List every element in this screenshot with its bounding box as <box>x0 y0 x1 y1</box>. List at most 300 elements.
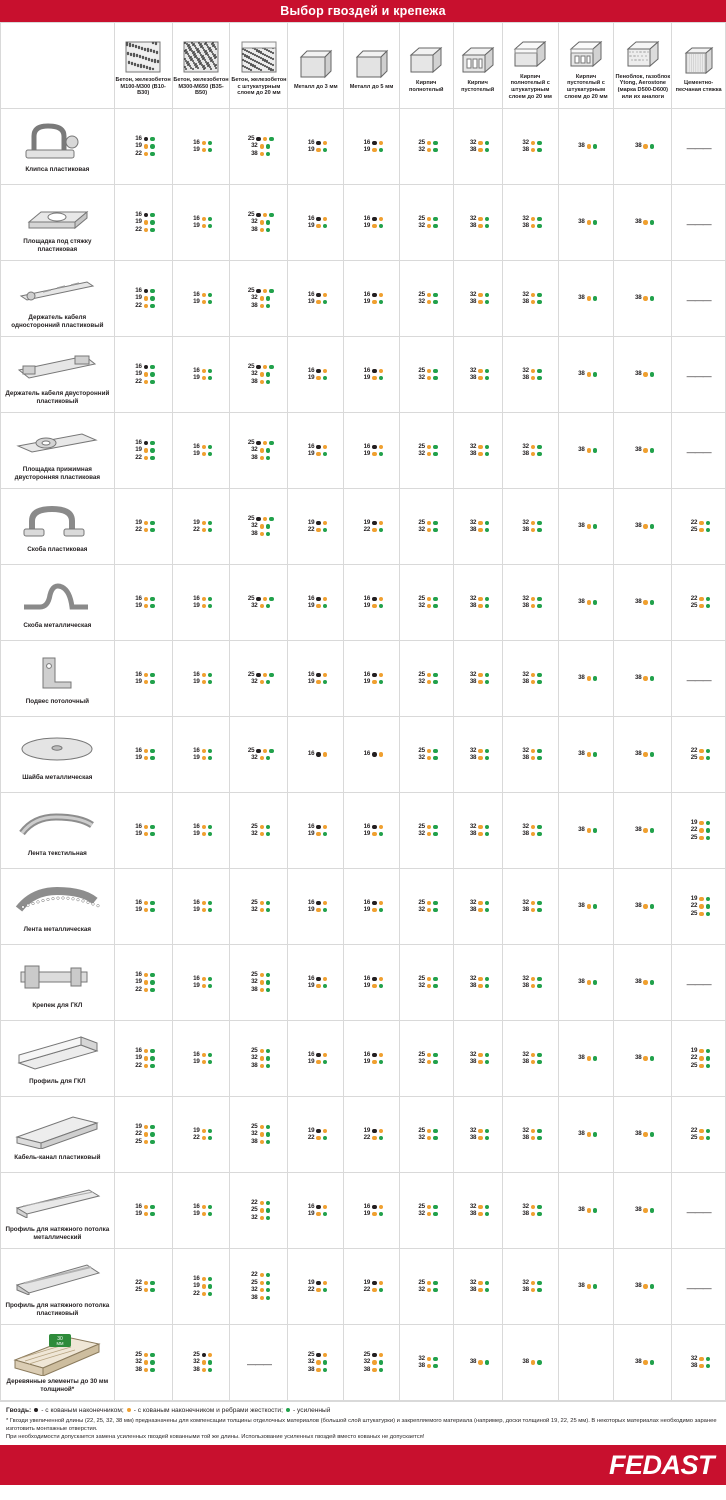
nail-type-dot-reinforced <box>650 1132 654 1136</box>
spec-cell <box>614 1097 672 1173</box>
nail-size-label: 19 <box>363 450 371 458</box>
nail-size-label: 19 <box>307 1278 315 1286</box>
nail-size-row <box>230 1048 287 1054</box>
nail-size-label: 16 <box>135 438 142 446</box>
nail-type-dot-reinforced <box>269 673 273 677</box>
nail-size-label: 25 <box>251 1278 258 1286</box>
nail-type-dot-ribbed <box>260 1132 264 1136</box>
nail-size-label: 25 <box>251 1206 258 1214</box>
nail-size-label: 38 <box>469 1210 477 1218</box>
nail-type-dot-reinforced <box>485 1281 489 1285</box>
nail-type-dot-ribbed <box>531 673 535 677</box>
nail-type-dot-reinforced <box>433 1281 437 1285</box>
nail-size-row <box>400 375 453 381</box>
nail-size-label: 32 <box>307 1358 315 1366</box>
nail-size-row <box>614 371 671 377</box>
nail-size-row <box>173 451 230 457</box>
nail-size-label: 38 <box>469 222 477 230</box>
brick-solid-icon <box>400 37 453 77</box>
nail-type-dot-forged <box>256 673 260 677</box>
nail-type-dot-ribbed <box>699 521 703 525</box>
product-label: Площадка под стяжку пластиковая <box>23 237 92 253</box>
nail-size-row <box>503 451 558 457</box>
nail-type-dot-reinforced <box>208 445 212 449</box>
nail-type-dot-ribbed <box>478 825 482 829</box>
nail-type-dot-reinforced <box>266 228 270 232</box>
nail-type-dot-forged <box>316 825 320 829</box>
nail-type-dot-ribbed <box>699 912 703 916</box>
table-row <box>1 261 726 337</box>
nail-type-dot-ribbed <box>478 293 482 297</box>
nail-type-dot-reinforced <box>379 528 383 532</box>
nail-type-dot-ribbed <box>144 1132 148 1136</box>
nail-type-dot-ribbed <box>316 1060 320 1064</box>
nail-type-dot-reinforced <box>485 1129 489 1133</box>
nail-type-dot-ribbed <box>202 1136 206 1140</box>
spec-cell <box>453 869 502 945</box>
nail-size-label: 16 <box>135 898 142 906</box>
spec-cell <box>230 489 288 565</box>
nail-size-label: 19 <box>307 450 315 458</box>
nail-type-dot-reinforced <box>650 752 654 756</box>
nail-size-label: 16 <box>307 670 315 678</box>
nail-type-dot-reinforced <box>433 984 437 988</box>
spec-cell <box>172 1097 230 1173</box>
nail-size-label: 25 <box>135 1350 142 1358</box>
spec-cell <box>399 1097 453 1173</box>
nail-size-row <box>672 911 725 917</box>
table-row <box>1 1097 726 1173</box>
nail-type-dot-forged <box>316 521 320 525</box>
nail-type-dot-ribbed <box>260 1216 264 1220</box>
nail-type-dot-ribbed <box>202 148 206 152</box>
nail-type-dot-ribbed <box>323 1129 327 1133</box>
table-row <box>1 413 726 489</box>
brick-hollow-icon <box>454 37 502 77</box>
nail-size-label: 16 <box>363 214 371 222</box>
nail-type-dot-reinforced <box>208 148 212 152</box>
nail-size-label: 38 <box>634 902 642 910</box>
column-header-brick-hollow-plaster <box>558 23 614 109</box>
nail-size-label: 25 <box>418 1126 425 1134</box>
spec-cell <box>114 945 172 1021</box>
spec-cell <box>344 337 400 413</box>
table-row <box>1 489 726 565</box>
nail-type-dot-ribbed <box>427 825 431 829</box>
nail-size-label: 19 <box>193 678 200 686</box>
nail-size-label: 32 <box>418 830 425 838</box>
nail-size-row <box>288 672 343 678</box>
spec-cell <box>114 1173 172 1249</box>
nail-type-dot-reinforced <box>323 984 327 988</box>
nail-size-row <box>454 216 502 222</box>
nail-type-dot-reinforced <box>650 296 654 300</box>
spec-cell <box>344 1249 400 1325</box>
spec-cell <box>453 1249 502 1325</box>
nail-size-label: 32 <box>469 1050 477 1058</box>
nail-size-row <box>230 531 287 537</box>
nail-type-dot-ribbed <box>202 1292 206 1296</box>
nail-type-dot-reinforced <box>433 1060 437 1064</box>
nail-size-label: 38 <box>634 1282 642 1290</box>
spec-cell <box>172 413 230 489</box>
nail-type-dot-reinforced <box>485 977 489 981</box>
nail-size-label: 22 <box>307 526 315 534</box>
nail-type-dot-reinforced <box>269 137 273 141</box>
product-cell <box>1 261 115 337</box>
nail-size-label: 38 <box>634 750 642 758</box>
product-label: Скоба пластиковая <box>27 545 88 553</box>
nail-size-row <box>400 527 453 533</box>
spec-cell <box>288 1173 344 1249</box>
spec-cell <box>502 109 558 185</box>
nail-type-dot-forged <box>256 289 260 293</box>
spec-cell <box>453 945 502 1021</box>
nail-size-label: 25 <box>418 138 425 146</box>
spec-cell <box>614 1173 672 1249</box>
nail-type-dot-ribbed <box>379 217 383 221</box>
nail-type-dot-ribbed <box>427 445 431 449</box>
nail-type-dot-ribbed <box>478 300 482 304</box>
nail-size-row <box>454 451 502 457</box>
washer-metal-icon <box>4 726 111 772</box>
nail-size-row <box>173 603 230 609</box>
nail-type-dot-ribbed <box>323 1281 327 1285</box>
nail-size-label: 16 <box>135 134 142 142</box>
nail-type-dot-ribbed <box>202 300 206 304</box>
nail-size-row <box>288 223 343 229</box>
spec-cell <box>614 793 672 869</box>
nail-size-label: 32 <box>251 522 258 530</box>
nail-size-label: 38 <box>522 1210 529 1218</box>
nail-size-label: 38 <box>522 222 529 230</box>
nail-size-row <box>503 292 558 298</box>
product-label: Лента металлическая <box>23 925 92 933</box>
screed-icon <box>672 37 725 77</box>
nail-size-row <box>559 447 614 453</box>
nail-type-dot-ribbed <box>531 1360 535 1364</box>
nail-size-row <box>230 672 287 678</box>
nail-size-row <box>230 755 287 761</box>
nail-type-dot-ribbed <box>478 521 482 525</box>
nail-type-dot-ribbed <box>316 376 320 380</box>
nail-type-dot-reinforced <box>433 528 437 532</box>
nail-type-dot-reinforced <box>323 908 327 912</box>
spec-cell <box>558 337 614 413</box>
nail-type-dot-reinforced <box>485 673 489 677</box>
nail-type-dot-reinforced <box>706 1049 710 1053</box>
product-cell <box>1 1021 115 1097</box>
nail-size-row <box>115 831 172 837</box>
spec-cell <box>172 185 230 261</box>
nail-type-dot-reinforced <box>537 376 541 380</box>
nail-size-label: 38 <box>522 450 529 458</box>
nail-size-row <box>400 748 453 754</box>
nail-size-row <box>672 903 725 909</box>
spec-cell <box>114 185 172 261</box>
nail-size-row <box>400 1204 453 1210</box>
nail-type-dot-reinforced <box>537 1212 541 1216</box>
nail-type-dot-ribbed <box>427 1288 431 1292</box>
nail-type-dot-forged <box>316 217 320 221</box>
nail-type-dot-ribbed <box>323 217 327 221</box>
nail-type-dot-reinforced <box>650 828 654 832</box>
nail-type-dot-ribbed <box>202 452 206 456</box>
nail-size-label: 22 <box>690 826 698 834</box>
nail-size-row <box>288 299 343 305</box>
nail-size-row <box>288 1359 343 1365</box>
nail-type-dot-ribbed <box>379 1281 383 1285</box>
nail-type-dot-reinforced <box>706 1364 710 1368</box>
nail-type-dot-reinforced <box>593 752 597 756</box>
nail-size-row <box>115 227 172 233</box>
nail-size-row <box>230 987 287 993</box>
nail-size-row <box>503 1211 558 1217</box>
nail-type-dot-reinforced <box>485 141 489 145</box>
nail-type-dot-ribbed <box>144 1212 148 1216</box>
nail-type-dot-reinforced <box>537 825 541 829</box>
footer <box>0 1401 726 1485</box>
nail-size-label: 38 <box>522 982 529 990</box>
nail-type-dot-ribbed <box>144 673 148 677</box>
nail-size-label: 25 <box>418 1202 425 1210</box>
nail-size-label: 16 <box>193 214 200 222</box>
nail-size-row <box>400 140 453 146</box>
spec-cell <box>344 717 400 793</box>
spec-cell <box>114 109 172 185</box>
nail-type-dot-ribbed <box>427 141 431 145</box>
nail-type-dot-ribbed <box>587 676 591 680</box>
nail-type-dot-ribbed <box>144 1140 148 1144</box>
nail-type-dot-ribbed <box>260 532 264 536</box>
nail-size-label: 38 <box>578 1206 585 1214</box>
spec-cell <box>453 1325 502 1401</box>
nail-type-dot-reinforced <box>537 901 541 905</box>
nail-type-dot-ribbed <box>202 1053 206 1057</box>
nail-size-label: 19 <box>307 298 315 306</box>
nail-size-row <box>503 748 558 754</box>
nail-type-dot-reinforced <box>593 828 597 832</box>
nail-size-label: 38 <box>469 754 477 762</box>
nail-size-label: 19 <box>135 754 142 762</box>
product-label: Площадка прижимная двусторонняя пластиковая <box>14 465 101 481</box>
nail-size-row <box>173 1367 230 1373</box>
brand-logo: FEDAST <box>609 1449 714 1480</box>
nail-size-row <box>288 444 343 450</box>
nail-type-dot-reinforced <box>593 980 597 984</box>
nail-size-row <box>559 827 614 833</box>
nail-size-label: 22 <box>135 377 142 385</box>
spec-cell <box>502 1249 558 1325</box>
nail-type-dot-reinforced <box>537 1360 541 1364</box>
nail-type-dot-reinforced <box>323 300 327 304</box>
nail-type-dot-ribbed <box>478 984 482 988</box>
nail-type-dot-ribbed <box>427 300 431 304</box>
nail-type-dot-forged <box>372 1281 376 1285</box>
nail-size-label: 32 <box>522 1126 529 1134</box>
nail-size-label: 32 <box>522 746 529 754</box>
spec-cell <box>614 413 672 489</box>
nail-size-label: 38 <box>469 678 477 686</box>
nail-type-dot-ribbed <box>144 597 148 601</box>
nail-type-dot-ribbed <box>427 680 431 684</box>
nail-type-dot-ribbed <box>144 901 148 905</box>
nail-size-row <box>288 527 343 533</box>
nail-size-label: 22 <box>363 526 371 534</box>
nail-type-dot-ribbed <box>379 901 383 905</box>
nail-type-dot-forged <box>372 141 376 145</box>
nail-size-label: 32 <box>469 1202 477 1210</box>
nail-type-dot-ribbed <box>478 1136 482 1140</box>
spec-cell <box>453 413 502 489</box>
nail-type-dot-ribbed <box>531 141 535 145</box>
nail-type-dot-ribbed <box>427 984 431 988</box>
not-applicable-dash: ——— <box>686 142 711 153</box>
nail-type-dot-reinforced <box>208 224 212 228</box>
nail-size-row <box>614 447 671 453</box>
nail-size-row <box>115 1359 172 1365</box>
nail-type-dot-ribbed <box>427 756 431 760</box>
nail-size-row <box>230 1200 287 1206</box>
nail-type-dot-reinforced <box>269 441 273 445</box>
nail-type-dot-ribbed <box>323 1053 327 1057</box>
nail-type-dot-reinforced <box>266 144 270 148</box>
nail-size-row <box>454 375 502 381</box>
table-row <box>1 337 726 413</box>
spec-cell <box>344 489 400 565</box>
nail-type-dot-ribbed <box>531 1281 535 1285</box>
nail-size-label: 16 <box>307 290 315 298</box>
nail-type-dot-reinforced <box>537 452 541 456</box>
nail-size-label: 38 <box>251 529 258 537</box>
nail-type-dot-reinforced <box>706 828 710 832</box>
nail-type-dot-forged <box>316 369 320 373</box>
nail-type-dot-ribbed <box>260 1064 264 1068</box>
nail-size-label: 19 <box>363 518 371 526</box>
nail-type-dot-reinforced <box>433 452 437 456</box>
nail-size-row <box>173 1204 230 1210</box>
nail-type-dot-ribbed <box>323 369 327 373</box>
spec-cell <box>399 489 453 565</box>
page-title: Выбор гвоздей и крепежа <box>280 4 446 18</box>
spec-cell <box>230 413 288 489</box>
nail-size-label: 16 <box>363 442 371 450</box>
nail-type-dot-reinforced <box>433 1136 437 1140</box>
product-cell <box>1 717 115 793</box>
nail-type-dot-ribbed <box>316 300 320 304</box>
nail-type-dot-reinforced <box>150 365 154 369</box>
clamp-pad-icon <box>4 418 111 464</box>
product-label: Профиль для натяжного потолка пластиковый <box>5 1301 110 1317</box>
nail-size-row <box>230 455 287 461</box>
nail-type-dot-ribbed <box>379 1353 383 1357</box>
nail-size-row <box>503 672 558 678</box>
nail-size-label: 22 <box>135 985 142 993</box>
spec-cell <box>230 185 288 261</box>
nail-type-dot-reinforced <box>323 1060 327 1064</box>
nail-type-dot-forged <box>372 901 376 905</box>
nail-type-dot-ribbed <box>643 676 647 680</box>
nail-size-row <box>400 1280 453 1286</box>
nail-type-dot-ribbed <box>531 832 535 836</box>
column-header-label: Кирпич полнотелый с штукатурным слоем до 20 мм <box>508 73 552 100</box>
nail-type-dot-ribbed <box>587 144 591 148</box>
nail-size-row <box>503 1359 558 1365</box>
spec-cell <box>399 109 453 185</box>
nail-type-dot-ribbed <box>202 1284 206 1288</box>
nail-size-label: 19 <box>193 906 200 914</box>
nail-type-dot-ribbed <box>427 217 431 221</box>
nail-size-label: 19 <box>363 906 371 914</box>
nail-type-dot-reinforced <box>537 977 541 981</box>
nail-type-dot-ribbed <box>478 217 482 221</box>
nail-size-row <box>173 527 230 533</box>
nail-type-dot-ribbed <box>379 825 383 829</box>
spec-cell <box>672 109 726 185</box>
nail-size-row <box>288 1059 343 1065</box>
nail-type-dot-ribbed <box>531 1136 535 1140</box>
nail-type-dot-forged <box>372 977 376 981</box>
nail-size-row <box>173 299 230 305</box>
spec-cell <box>614 641 672 717</box>
nail-type-dot-reinforced <box>208 293 212 297</box>
spec-cell <box>614 1325 672 1401</box>
nail-size-label: 38 <box>578 446 585 454</box>
nail-size-row <box>503 900 558 906</box>
nail-size-row <box>400 520 453 526</box>
nail-type-dot-ribbed <box>643 980 647 984</box>
nail-size-label: 19 <box>135 446 142 454</box>
nail-type-dot-reinforced <box>266 1140 270 1144</box>
nail-size-row <box>288 1211 343 1217</box>
nail-size-row <box>115 972 172 978</box>
spec-cell <box>288 489 344 565</box>
matrix-body <box>1 109 726 1401</box>
nail-size-label: 16 <box>135 362 142 370</box>
column-header-metal-3 <box>288 23 344 109</box>
spec-cell <box>614 717 672 793</box>
nail-size-row <box>115 824 172 830</box>
spec-cell <box>344 565 400 641</box>
nail-type-dot-ribbed <box>531 597 535 601</box>
product-label: Профиль для натяжного потолка металлический <box>5 1225 110 1241</box>
nail-type-dot-ribbed <box>427 452 431 456</box>
spec-cell <box>502 337 558 413</box>
nail-type-dot-ribbed <box>379 521 383 525</box>
nail-size-label: 32 <box>418 146 425 154</box>
nail-size-row <box>559 1283 614 1289</box>
nail-size-label: 16 <box>193 290 200 298</box>
nail-size-label: 38 <box>634 674 642 682</box>
nail-type-dot-ribbed <box>531 908 535 912</box>
nail-type-dot-ribbed <box>144 296 148 300</box>
spec-cell <box>230 1097 288 1173</box>
nail-size-label: 16 <box>363 1050 371 1058</box>
nail-size-row <box>288 1367 343 1373</box>
nail-size-row <box>288 1352 343 1358</box>
spec-cell <box>399 641 453 717</box>
product-label: Лента текстильная <box>27 849 87 857</box>
nail-type-dot-ribbed <box>531 224 535 228</box>
spec-cell <box>114 793 172 869</box>
spec-cell <box>230 1173 288 1249</box>
nail-type-dot-reinforced <box>650 980 654 984</box>
nail-size-label: 32 <box>193 1358 200 1366</box>
nail-type-dot-reinforced <box>208 597 212 601</box>
nail-size-label: 25 <box>247 286 255 294</box>
nail-type-dot-reinforced <box>208 376 212 380</box>
nail-type-dot-reinforced <box>433 901 437 905</box>
